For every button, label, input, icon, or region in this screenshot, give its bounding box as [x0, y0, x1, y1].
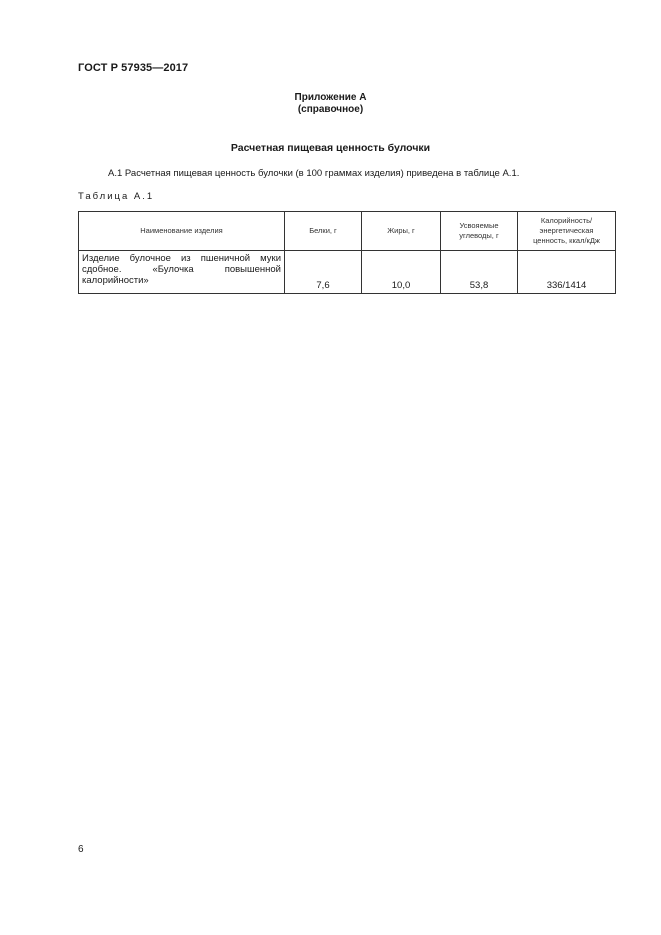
- section-title: Расчетная пищевая ценность булочки: [230, 142, 431, 154]
- cell-fat: 10,0: [362, 251, 441, 294]
- cell-protein: 7,6: [285, 251, 362, 294]
- header-energy-line2: энергетическая: [539, 226, 594, 235]
- header-carbs-line2: углеводы, г: [459, 231, 499, 240]
- header-carbs: [441, 212, 518, 251]
- header-energy-line1: Калорийность/: [540, 216, 593, 225]
- table-row: [79, 251, 616, 294]
- header-protein: Белки, г: [285, 212, 362, 251]
- nutrition-table: [78, 211, 616, 294]
- header-energy-line3: ценность, ккал/кДж: [533, 236, 600, 245]
- table-header-row: [79, 212, 616, 251]
- header-energy: [518, 212, 616, 251]
- paragraph-a1: А.1 Расчетная пищевая ценность булочки (в 100 граммах изделия) приведена в таблице А.1.: [108, 168, 520, 179]
- page-number: 6: [78, 844, 84, 855]
- annex-type: (справочное): [297, 104, 364, 115]
- header-fat: Жиры, г: [362, 212, 441, 251]
- header-name: Наименование изделия: [79, 212, 285, 251]
- annex-title: Приложение А: [294, 92, 367, 103]
- header-carbs-line1: Усвояемые: [459, 221, 499, 230]
- cell-energy: 336/1414: [518, 251, 616, 294]
- table-caption: Таблица А.1: [78, 191, 155, 202]
- cell-carbs: 53,8: [441, 251, 518, 294]
- document-code: ГОСТ Р 57935—2017: [78, 62, 189, 74]
- cell-product-name: Изделие булочное из пшеничной муки сдобное. «Булочка повышенной калорийности»: [79, 251, 285, 294]
